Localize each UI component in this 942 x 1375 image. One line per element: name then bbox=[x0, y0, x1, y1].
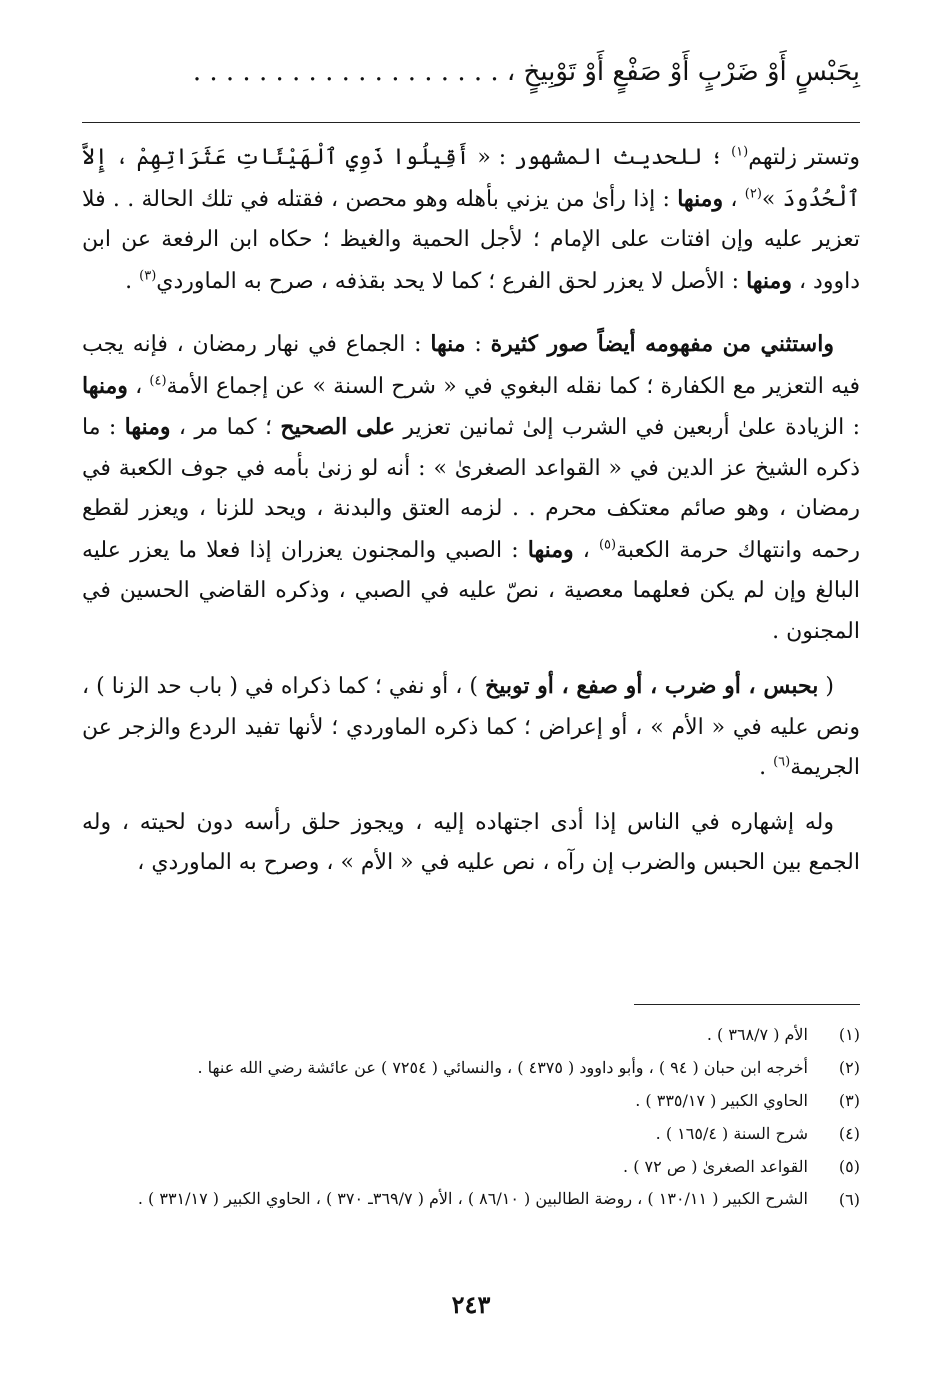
footnote-item bbox=[82, 1084, 860, 1117]
keyword-bold: ومنها bbox=[746, 267, 792, 294]
text-run: : bbox=[465, 332, 491, 357]
footnote-separator bbox=[634, 1004, 860, 1005]
footnote-number: (١) bbox=[838, 1025, 860, 1044]
running-header bbox=[82, 48, 860, 96]
footnote-item bbox=[82, 1051, 860, 1084]
running-header-text: بِحَبْسٍ أَوْ ضَرْبٍ أَوْ صَفْعٍ أَوْ تَوْبِيخٍ ، . . . . . . . . . . . . . . . . . . . bbox=[192, 57, 860, 87]
footnote-item bbox=[82, 1018, 860, 1051]
footnote-ref: (٢) bbox=[744, 186, 762, 202]
footnote-number: (٤) bbox=[838, 1124, 860, 1143]
text-run: : الصبي والمجنون يعزران إذا فعلا ما يعزر عليه البالغ وإن لم يكن فعلهما معصية ، نصّ عليه في الصبي ، وذكره القاضي الحسين في المجنون . bbox=[82, 537, 860, 644]
text-run: : إذا رأىٰ من يزني بأهله وهو محصن ، فقتله في تلك الحالة . . فلا تعزير عليه وإن افتات على الإمام ؛ لأجل الحمية والغيظ ؛ حكاه ابن الرفعة عن ابن داوود ، bbox=[82, 186, 860, 294]
paragraph-1 bbox=[82, 138, 860, 302]
matn-bold: واستثني من مفهومه أيضاً صور كثيرة bbox=[490, 331, 834, 357]
matn-bold: على الصحيح bbox=[280, 414, 396, 440]
footnotes bbox=[82, 1018, 860, 1216]
keyword-bold: ومنها bbox=[82, 372, 128, 399]
footnote-text: الحاوي الكبير ( ٣٣٥/١٧ ) . bbox=[635, 1091, 808, 1110]
text-run: وتستر زلتهم bbox=[748, 145, 860, 170]
keyword-bold: ومنها bbox=[124, 414, 171, 440]
paragraph-4 bbox=[82, 803, 860, 884]
text-run: ، bbox=[573, 537, 599, 563]
page-number: ٢٤٣ bbox=[451, 1290, 491, 1319]
footnote-number: (٥) bbox=[838, 1157, 860, 1176]
footnote-item bbox=[82, 1183, 860, 1216]
text-run: ، bbox=[127, 373, 150, 399]
footnote-ref: (٣) bbox=[139, 268, 157, 284]
text-run: : الجماع في نهار رمضان ، فإنه يجب فيه التعزير مع الكفارة ؛ كما نقله البغوي في « شرح السنة » عن إجماع الأمة bbox=[82, 332, 860, 399]
main-text bbox=[82, 138, 860, 898]
footnote-item bbox=[82, 1150, 860, 1183]
hadith-quote: ؛ للحديث المشهور : « أَقِيلُوا ذَوِي ٱلْهَيْئَاتِ عَثَرَاتِهِمْ ، إِلاَّ ٱلْحُدُودَ » bbox=[82, 145, 860, 212]
footnote-ref: (٤) bbox=[149, 373, 167, 389]
text-run: : الأصل لا يعزر لحق الفرع ؛ كما لا يحد بقذفه ، صرح به الماوردي bbox=[156, 268, 747, 294]
text-run: ، bbox=[723, 186, 745, 212]
footnote-text: الأم ( ٣٦٨/٧ ) . bbox=[706, 1025, 808, 1044]
footnote-ref: (٥) bbox=[598, 537, 617, 553]
text-run: . bbox=[125, 268, 140, 294]
footnote-number: (٣) bbox=[838, 1091, 860, 1110]
footnote-number: (٦) bbox=[838, 1190, 860, 1209]
paragraph-2 bbox=[82, 324, 860, 652]
footnote-number: (٢) bbox=[838, 1058, 860, 1077]
footnote-text: شرح السنة ( ١٦٥/٤ ) . bbox=[655, 1124, 808, 1143]
keyword-bold: ومنها bbox=[677, 185, 724, 212]
keyword-bold: ومنها bbox=[527, 536, 574, 563]
footnote-text: القواعد الصغرىٰ ( ص ٧٢ ) . bbox=[623, 1157, 808, 1176]
footnote-text: الشرح الكبير ( ١٣٠/١١ ) ، روضة الطالبين ( ٨٦/١٠ ) ، الأم ( ٣٦٩/٧ـ ٣٧٠ ) ، الحاوي الكبير ( ٣٣١/١٧ ) . bbox=[137, 1189, 808, 1208]
text-run: ) ، أو نفي ؛ كما ذكراه في ( باب حد الزنا ) ، ونص عليه في « الأم » ، أو إعراض ؛ كما ذكره الماوردي ؛ لأنها تفيد الردع والزجر عن الجريمة bbox=[82, 674, 860, 780]
footnote-ref: (٦) bbox=[773, 754, 791, 770]
paragraph-3 bbox=[82, 666, 860, 789]
text-run: ؛ كما مر ، bbox=[170, 415, 281, 440]
footnote-text: أخرجه ابن حبان ( ٩٤ ) ، وأبو داوود ( ٤٣٧٥ ) ، والنسائي ( ٧٢٥٤ ) عن عائشة رضي الله عنها . bbox=[197, 1058, 808, 1077]
text-run: : الزيادة علىٰ أربعين في الشرب إلىٰ ثمانين تعزير bbox=[395, 415, 861, 440]
keyword-bold: منها bbox=[430, 331, 466, 357]
text-run: . bbox=[759, 755, 774, 780]
matn-bold: بحبس ، أو ضرب ، أو صفع ، أو توبيخ bbox=[485, 673, 819, 699]
text-run: : ما ذكره الشيخ عز الدين في « القواعد الصغرىٰ » : أنه لو زنىٰ بأمه في جوف الكعبة في رمضان ، وهو صائم معتكف محرم . . لزمه العتق والبدنة ، ويحد للزنا ، ويعزر لقطع رحمه وانتهاك حرمة الكعبة bbox=[82, 415, 860, 563]
footnote-item bbox=[82, 1117, 860, 1150]
footnote-ref: (١) bbox=[731, 144, 749, 160]
text-run: ( bbox=[818, 674, 834, 699]
header-rule bbox=[82, 122, 860, 123]
text-run: وله إشهاره في الناس إذا أدى اجتهاده إليه ، ويجوز حلق رأسه دون لحيته ، وله الجمع بين الحبس والضرب إن رآه ، نص عليه في « الأم » ، وصرح به الماوردي ، bbox=[82, 809, 860, 875]
